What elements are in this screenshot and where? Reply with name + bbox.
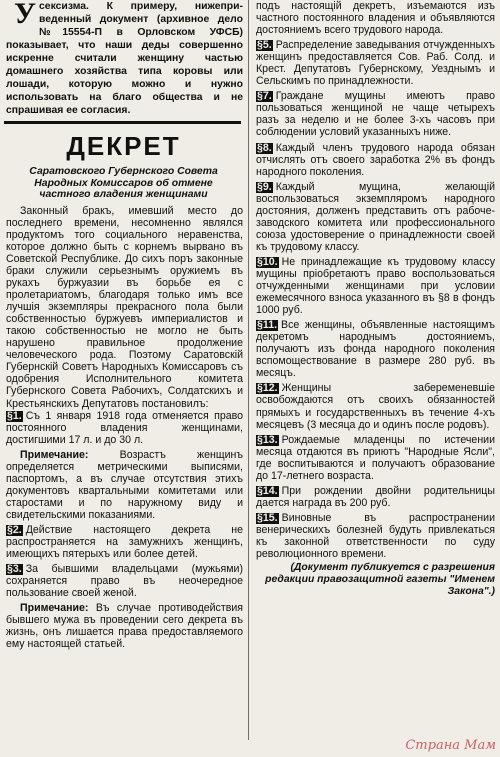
column-divider	[248, 0, 249, 740]
section-9	[256, 181, 495, 253]
left-column	[0, 0, 247, 650]
section-text: Все женщины, объявленные настоящимъ декретомъ народнымъ достояниемъ, получаютъ изъ фонда народного поколения вспомоществование в размере 280 руб. въ месяцъ.	[256, 319, 495, 380]
drop-cap: У	[14, 0, 37, 30]
section-1	[6, 410, 243, 446]
section-number: §12.	[257, 382, 278, 395]
right-column	[252, 0, 497, 598]
section-number: §15.	[257, 511, 278, 524]
decree-title: ДЕКРЕТ	[66, 131, 181, 161]
section-5	[256, 39, 495, 87]
section-text: Женщины забеременевшiе освобождаются отъ своихъ обязанностей прямыхъ и государственныхъ въ течение 4-хъ месяцевъ (3 месяца до и одинъ после родовъ).	[256, 382, 495, 431]
section-rule	[4, 121, 241, 124]
intro-text: сексизма. К примеру, нижепри-веденный документ (архивное дело №15554-П в Орловском УФСБ) показывает, что наши деды совершенно искренне считали женщину частью домашнего хозяйства типа коровы или лошади, которую можно и нужно использовать на благо общества и не спрашивая ее согласия.	[6, 1, 243, 116]
section-number: §10.	[257, 255, 278, 268]
section-10	[256, 256, 495, 316]
note-text: Въ случае противодействия бывшего мужа въ проведении сего декрета въ жизнь, онъ лишается права предоставляемого ему настоящей статьей.	[6, 602, 243, 651]
site-watermark: Страна Мам	[405, 738, 496, 753]
section-text: Каждый мущина, желающiй воспользоваться экземпляромъ народного достояния, долженъ представить отъ рабоче-заводского комитета или профессионального союза удостоверение о принадлежности своей къ трудовому классу.	[256, 180, 495, 253]
section-14	[256, 485, 495, 509]
section-15	[256, 512, 495, 560]
section-number: §3.	[7, 563, 22, 576]
section-2	[6, 524, 243, 560]
section-number: §2.	[7, 524, 22, 536]
section-number: §11.	[257, 319, 278, 332]
section-text: Распределение заведывания отчужденныхъ женщинъ предоставляется Сов. Раб. Солд. и Крест. Депутатовъ Губернскому, Уезднымъ и Сельскимъ по принадлежности.	[256, 39, 495, 88]
note-2	[6, 602, 243, 650]
section-number: §1.	[7, 409, 22, 422]
section-text: За бывшими владельцами (мужьями) сохраняется право въ неочередное пользование своей женой.	[6, 563, 243, 600]
section-text: Граждане мущины имеютъ право пользоваться женщиной не чаще четырехъ разъ за неделю и не более 3-хъ часовъ при соблюдении условий указанныхъ ниже.	[256, 90, 495, 139]
intro-block	[0, 0, 247, 117]
publication-credit: (Документ публикуется с разрешения редакции правозащитной газеты "Именем Закона".)	[265, 562, 495, 598]
note-label: Примечание:	[20, 602, 89, 615]
section-number: §8.	[257, 141, 272, 154]
note-1	[6, 449, 243, 521]
section-text: Каждый членъ трудового народа обязан отчислять отъ своего заработка 2% въ фондъ народного поколения.	[256, 141, 495, 178]
section-text: Виновные въ распространении венерическихъ болезней будуть привлекаться къ законной ответственности по суду революционного времени.	[256, 511, 495, 561]
section-11	[256, 319, 495, 379]
continued-text: подъ настоящiй декретъ, изъемаются изъ частного постоянного владения и объявляются достояниемъ всего трудового народа.	[256, 0, 495, 37]
note-label: Примечание:	[20, 448, 89, 461]
section-number: §14.	[257, 484, 278, 497]
section-7	[256, 90, 495, 138]
section-text: При рождении двойни родительницы дается награда въ 200 руб.	[256, 484, 495, 509]
section-text: Не принадлежащие къ трудовому классу мущины прiобретаютъ право воспользоваться отчужденными женщинами при условии ежемесячного взноса указанного въ §8 в фондъ 1000 руб.	[256, 255, 495, 317]
section-text: Рождаемые младенцы по истечении месяца отдаются въ приютъ "Народные Ясли", где воспитываются и получаютъ образование до 17-летнего возраста.	[256, 433, 495, 482]
preamble-text: Законный бракъ, имевший место до последнего времени, несомненно являлся продуктомъ того социального неравенства, которое должно быть с корнемъ вырвано въ Советской Республике. До сихъ поръ законные браки служили серьезнымъ оружиемъ въ рукахъ буржуазии въ борьбе ея с пролетариатомъ, благодаря только имъ все лучшiя экземпляры прекрасного пола были собственностью буржуевъ империалистов и такою собственностью не могло не быть нарушено правильное продолжение человеческого рода. Поэтому Саратовскiй Губернскiй Советъ Народныхъ Комиссаровъ съ одобрения Исполнительного комитета Губернского Совета Рабочихъ, Солдатскихъ и Крестьянскихъ Депутатовъ постановилъ:	[6, 204, 243, 410]
decree-body-left	[0, 205, 247, 651]
section-text: Действие настоящего декрета не распространяется на замужнихъ женщинъ, имеющихъ пятерыхъ или более детей.	[6, 524, 243, 561]
section-number: §5.	[257, 39, 272, 52]
decree-body-right	[252, 0, 497, 598]
section-text: Съ 1 января 1918 года отменяется право постоянного владения женщинами, достигшими 17 л. и до 30 л.	[6, 409, 243, 446]
section-8	[256, 142, 495, 178]
note-text: Возрастъ женщинъ определяется метрическими выписями, паспортомъ, а въ случае отсутствия этихъ документовъ квартальными комитетами или старостами и по наружному виду и свидетельскими показаниями.	[6, 448, 243, 521]
section-13	[256, 434, 495, 482]
section-number: §13.	[257, 433, 278, 446]
section-12	[256, 382, 495, 430]
section-number: §9.	[257, 180, 272, 193]
decree-subtitle: Саратовского Губернского Совета Народных Комиссаров об отмене частного владения женщинами	[29, 166, 218, 201]
section-number: §7.	[257, 90, 272, 103]
section-3	[6, 563, 243, 599]
